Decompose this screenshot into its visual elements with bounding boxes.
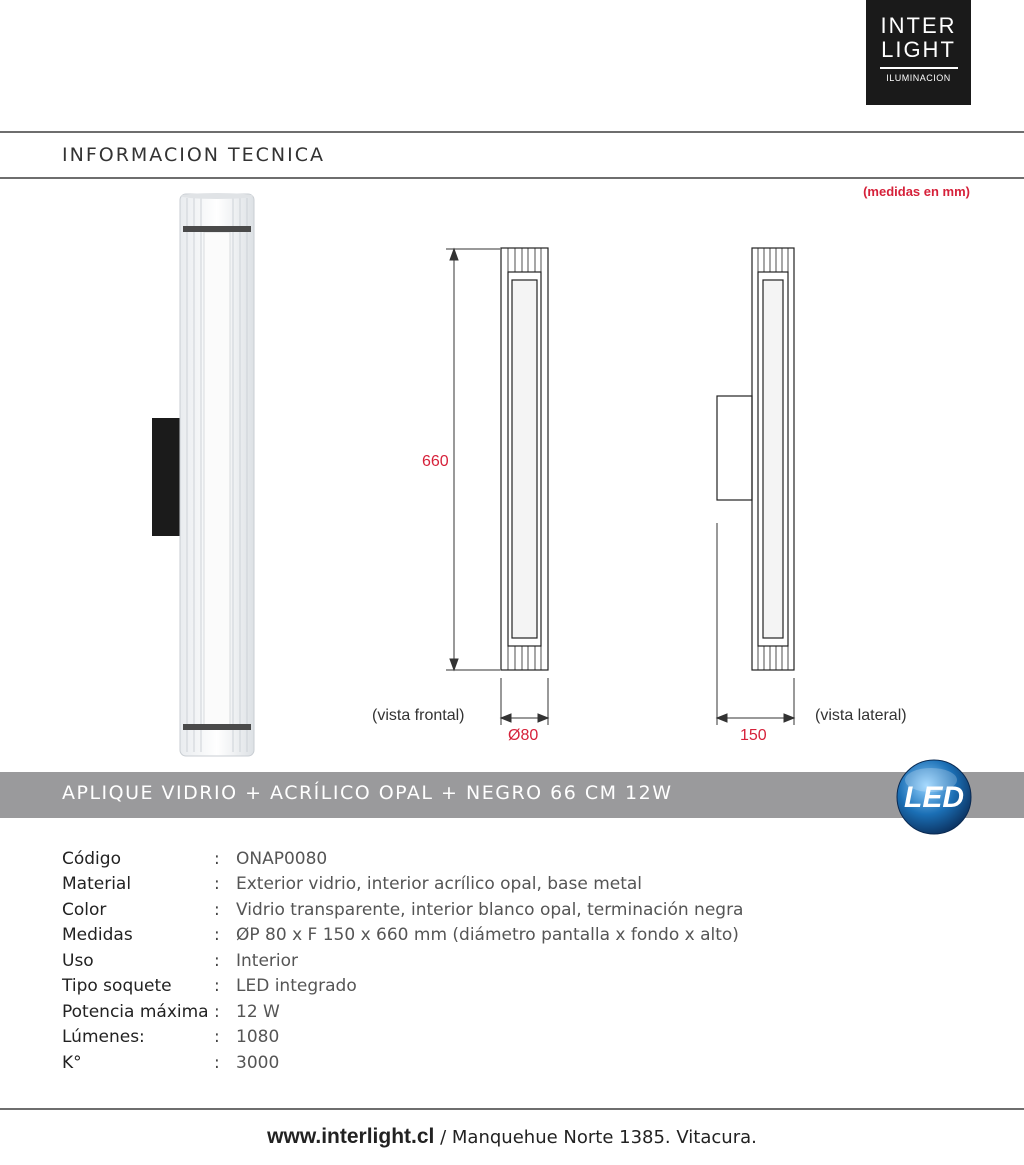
spec-label: Tipo soquete [62, 976, 172, 997]
spec-value: ØP 80 x F 150 x 660 mm (diámetro pantalla x fondo x alto) [236, 925, 739, 946]
spec-row [62, 846, 743, 872]
spec-label: Uso [62, 950, 94, 971]
spec-value: Interior [236, 950, 299, 971]
led-badge-icon [895, 758, 973, 836]
height-label: 660 [422, 453, 449, 470]
front-view [501, 248, 548, 670]
spec-value: 12 W [236, 1001, 280, 1022]
spec-value: 3000 [236, 1052, 280, 1073]
spec-row [62, 948, 743, 974]
logo-divider [880, 67, 958, 69]
spec-row [62, 1050, 743, 1076]
spec-row [62, 897, 743, 923]
spec-colon: : [214, 848, 220, 869]
spec-colon: : [214, 976, 220, 997]
spec-colon: : [214, 899, 220, 920]
led-badge-text: LED [904, 781, 964, 814]
spec-label: Potencia máxima [62, 1001, 209, 1022]
title-divider [0, 177, 1024, 179]
diameter-dimension [501, 678, 548, 725]
spec-row [62, 974, 743, 1000]
spec-list [62, 846, 743, 1076]
spec-value: ONAP0080 [236, 848, 328, 869]
footer-separator: / [434, 1127, 452, 1148]
product-title: APLIQUE VIDRIO + ACRÍLICO OPAL + NEGRO 66 CM 12W [62, 782, 673, 804]
side-view [717, 248, 794, 670]
spec-value: 1080 [236, 1027, 280, 1048]
brand-logo [866, 0, 971, 105]
technical-drawing [360, 190, 980, 760]
spec-row [62, 923, 743, 949]
logo-line-1: INTER [880, 13, 957, 38]
spec-label: Código [62, 848, 121, 869]
website-link[interactable]: www.interlight.cl [267, 1125, 435, 1148]
top-divider [0, 131, 1024, 133]
spec-label: Material [62, 874, 132, 895]
product-photo [140, 190, 280, 770]
depth-label: 150 [740, 727, 767, 744]
spec-colon: : [214, 925, 220, 946]
spec-colon: : [214, 874, 220, 895]
footer [0, 1125, 1024, 1149]
spec-colon: : [214, 1052, 220, 1073]
spec-label: K° [62, 1052, 82, 1073]
spec-value: LED integrado [236, 976, 357, 997]
diameter-label: Ø80 [508, 727, 539, 744]
height-dimension [446, 249, 500, 670]
logo-line-3: ILUMINACION [886, 73, 951, 83]
spec-label: Lúmenes: [62, 1027, 145, 1048]
footer-address: Manquehue Norte 1385. Vitacura. [451, 1127, 757, 1148]
front-view-label: (vista frontal) [372, 707, 465, 724]
spec-value: Vidrio transparente, interior blanco opal, terminación negra [236, 899, 744, 920]
spec-colon: : [214, 950, 220, 971]
spec-row [62, 1025, 743, 1051]
units-note: (medidas en mm) [863, 184, 970, 199]
spec-colon: : [214, 1027, 220, 1048]
spec-row [62, 872, 743, 898]
section-title: INFORMACION TECNICA [62, 144, 325, 166]
spec-label: Medidas [62, 925, 133, 946]
spec-label: Color [62, 899, 107, 920]
logo-line-2: LIGHT [881, 37, 956, 62]
spec-value: Exterior vidrio, interior acrílico opal, base metal [236, 874, 643, 895]
spec-colon: : [214, 1001, 220, 1022]
spec-row [62, 999, 743, 1025]
product-banner [0, 772, 1024, 818]
footer-divider [0, 1108, 1024, 1110]
side-view-label: (vista lateral) [815, 707, 907, 724]
